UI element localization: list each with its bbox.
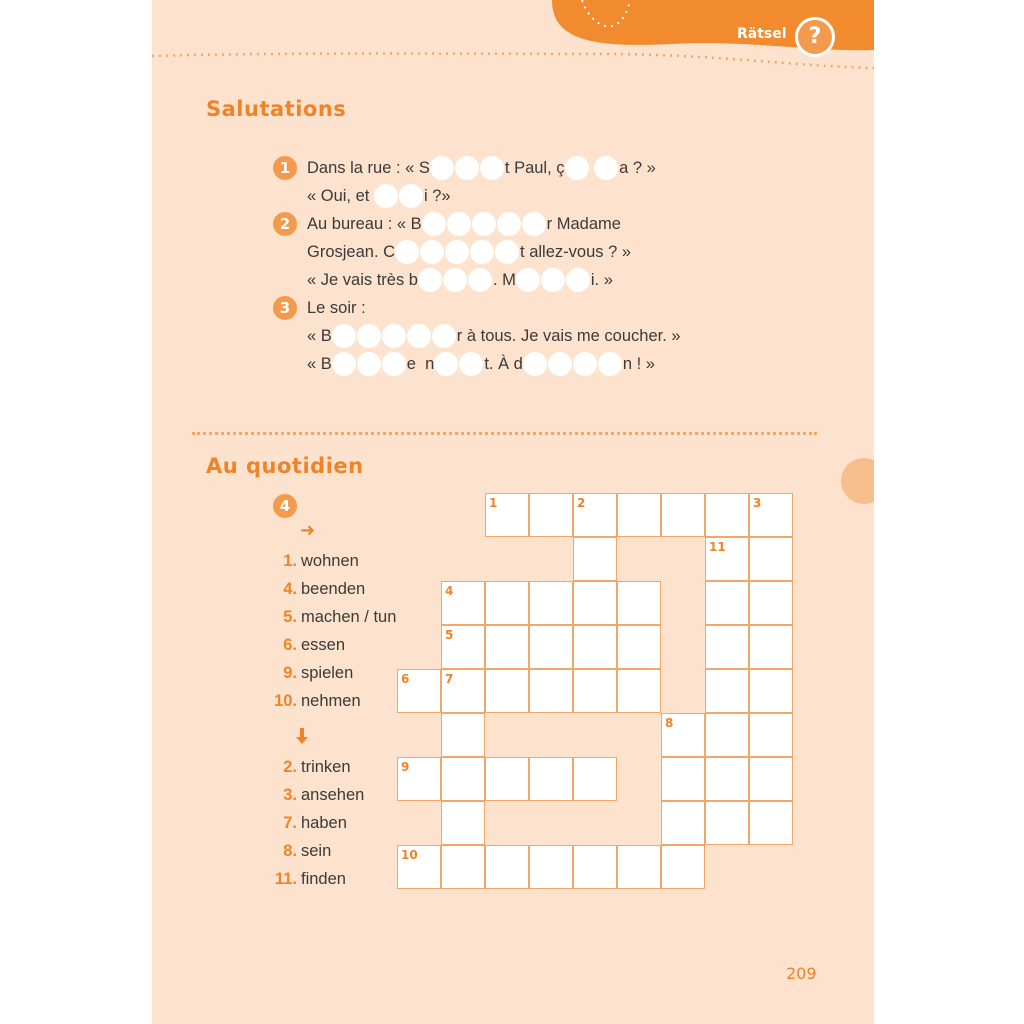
clue-item [270, 866, 346, 892]
crossword-cell[interactable] [749, 537, 793, 581]
clue-item [270, 576, 365, 602]
crossword-cell[interactable] [573, 493, 617, 537]
crossword-cell[interactable] [485, 581, 529, 625]
crossword-cell[interactable] [705, 625, 749, 669]
crossword-cell[interactable] [705, 713, 749, 757]
clue-word: haben [301, 813, 347, 832]
line-text: i. » [590, 270, 613, 289]
cell-number: 10 [401, 848, 418, 862]
clue-word: essen [301, 635, 346, 654]
clue-word: wohnen [301, 551, 359, 570]
letter-blank[interactable] [357, 352, 381, 376]
letter-blank[interactable] [374, 184, 398, 208]
letter-blank[interactable] [399, 184, 423, 208]
letter-blank[interactable] [480, 156, 504, 180]
section-title-au-quotidien: Au quotidien [206, 454, 364, 478]
line-text: e n [406, 354, 435, 373]
clue-number: 9. [283, 663, 297, 682]
letter-blank[interactable] [548, 352, 572, 376]
crossword-cell[interactable] [661, 757, 705, 801]
crossword-cell[interactable] [573, 625, 617, 669]
line-text: Grosjean. C [307, 242, 396, 261]
letter-blank[interactable] [523, 352, 547, 376]
line-text: Au bureau : « B [307, 214, 422, 233]
crossword-cell[interactable] [441, 845, 485, 889]
crossword-cell[interactable] [705, 581, 749, 625]
clue-number: 4. [283, 579, 297, 598]
crossword-cell[interactable] [441, 713, 485, 757]
crossword-cell[interactable] [749, 713, 793, 757]
crossword-cell[interactable] [529, 845, 573, 889]
cell-number: 9 [401, 760, 410, 774]
clue-word: trinken [301, 757, 351, 776]
crossword-cell[interactable] [573, 669, 617, 713]
exercise-line [307, 295, 366, 321]
line-text: « B [307, 354, 332, 373]
exercise-line [307, 183, 451, 209]
crossword-cell[interactable] [617, 493, 661, 537]
letter-blank[interactable] [565, 156, 589, 180]
clue-item [270, 548, 359, 574]
cell-number: 2 [577, 496, 586, 510]
letter-blank[interactable] [522, 212, 546, 236]
down-arrow-icon [294, 726, 310, 751]
crossword-cell[interactable] [397, 845, 441, 889]
cell-number: 5 [445, 628, 454, 642]
letter-blank[interactable] [332, 352, 356, 376]
clue-item [270, 604, 396, 630]
clue-number: 2. [283, 757, 297, 776]
crossword-cell[interactable] [661, 713, 705, 757]
letter-blank[interactable] [472, 212, 496, 236]
exercise-line [307, 239, 631, 265]
crossword-cell[interactable] [441, 669, 485, 713]
letter-blank[interactable] [459, 352, 483, 376]
crossword-cell[interactable] [749, 757, 793, 801]
line-text: . M [492, 270, 516, 289]
letter-blank[interactable] [516, 268, 540, 292]
crossword-cell[interactable] [749, 801, 793, 845]
clue-item [270, 632, 345, 658]
crossword-cell[interactable] [485, 493, 529, 537]
clue-item [270, 782, 364, 808]
crossword-cell[interactable] [573, 845, 617, 889]
line-text: t Paul, ç [504, 158, 565, 177]
crossword-cell[interactable] [441, 625, 485, 669]
crossword-cell[interactable] [441, 581, 485, 625]
crossword-cell[interactable] [617, 625, 661, 669]
clue-item [270, 810, 347, 836]
letter-blank[interactable] [432, 324, 456, 348]
clue-word: ansehen [301, 785, 365, 804]
crossword-cell[interactable] [485, 757, 529, 801]
crossword-cell[interactable] [441, 757, 485, 801]
exercise-number-1: 1 [273, 156, 297, 180]
crossword-cell[interactable] [705, 801, 749, 845]
cell-number: 1 [489, 496, 498, 510]
crossword-cell[interactable] [749, 581, 793, 625]
line-text: n ! » [622, 354, 655, 373]
crossword-cell[interactable] [617, 669, 661, 713]
dotted-divider [192, 432, 817, 435]
crossword-cell[interactable] [529, 625, 573, 669]
clue-word: finden [301, 869, 346, 888]
clue-word: spielen [301, 663, 354, 682]
letter-blank[interactable] [566, 268, 590, 292]
crossword-cell[interactable] [397, 757, 441, 801]
clue-word: beenden [301, 579, 366, 598]
letter-blank[interactable] [422, 212, 446, 236]
crossword-cell[interactable] [705, 669, 749, 713]
exercise-line [307, 155, 656, 181]
page-number: 209 [786, 964, 817, 983]
letter-blank[interactable] [447, 212, 471, 236]
letter-blank[interactable] [445, 240, 469, 264]
letter-blank[interactable] [420, 240, 444, 264]
line-text: r à tous. Je vais me coucher. » [456, 326, 681, 345]
crossword-cell[interactable] [573, 581, 617, 625]
clue-number: 11. [274, 869, 297, 888]
letter-blank[interactable] [443, 268, 467, 292]
crossword-cell[interactable] [705, 757, 749, 801]
clue-number: 7. [283, 813, 297, 832]
exercise-number-3: 3 [273, 296, 297, 320]
crossword-cell[interactable] [573, 537, 617, 581]
clue-item [270, 754, 351, 780]
cell-number: 4 [445, 584, 454, 598]
line-text: « B [307, 326, 332, 345]
letter-blank[interactable] [470, 240, 494, 264]
letter-blank[interactable] [382, 324, 406, 348]
letter-blank[interactable] [573, 352, 597, 376]
crossword-cell[interactable] [529, 493, 573, 537]
line-text: Le soir : [307, 298, 366, 317]
crossword-cell[interactable] [529, 581, 573, 625]
letter-blank[interactable] [430, 156, 454, 180]
clue-word: machen / tun [301, 607, 397, 626]
clue-number: 1. [283, 551, 297, 570]
clue-number: 3. [283, 785, 297, 804]
letter-blank[interactable] [455, 156, 479, 180]
crossword-cell[interactable] [529, 669, 573, 713]
clue-item [270, 660, 353, 686]
exercise-line [307, 211, 621, 237]
crossword-cell[interactable] [485, 625, 529, 669]
clue-number: 10. [274, 691, 297, 710]
clue-item [270, 688, 361, 714]
dotted-wave-line [152, 44, 874, 74]
letter-blank[interactable] [418, 268, 442, 292]
letter-blank[interactable] [357, 324, 381, 348]
line-text: Dans la rue : « S [307, 158, 430, 177]
crossword-cell[interactable] [617, 845, 661, 889]
crossword-cell[interactable] [749, 493, 793, 537]
clue-number: 6. [283, 635, 297, 654]
clue-item [270, 838, 331, 864]
exercise-line [307, 267, 613, 293]
clue-number: 5. [283, 607, 297, 626]
across-arrow-icon: ➜ [300, 520, 316, 541]
exercise-number-4: 4 [273, 494, 297, 518]
letter-blank[interactable] [468, 268, 492, 292]
crossword-cell[interactable] [705, 493, 749, 537]
crossword-cell[interactable] [485, 845, 529, 889]
crossword-cell[interactable] [661, 801, 705, 845]
exercise-line [307, 323, 681, 349]
letter-blank[interactable] [382, 352, 406, 376]
line-text: i ?» [423, 186, 451, 205]
cell-number: 8 [665, 716, 674, 730]
clue-word: nehmen [301, 691, 361, 710]
line-text: a ? » [619, 158, 656, 177]
exercise-line [307, 351, 655, 377]
crossword-cell[interactable] [705, 537, 749, 581]
cell-number: 7 [445, 672, 454, 686]
letter-blank[interactable] [594, 156, 618, 180]
letter-blank[interactable] [497, 212, 521, 236]
cell-number: 3 [753, 496, 762, 510]
letter-blank[interactable] [434, 352, 458, 376]
line-text: « Oui, et [307, 186, 374, 205]
crossword-cell[interactable] [749, 669, 793, 713]
crossword-cell[interactable] [749, 625, 793, 669]
clue-word: sein [301, 841, 332, 860]
header-label: Rätsel [737, 26, 787, 42]
crossword-cell[interactable] [617, 581, 661, 625]
crossword-cell[interactable] [529, 757, 573, 801]
letter-blank[interactable] [495, 240, 519, 264]
letter-blank[interactable] [332, 324, 356, 348]
line-text: « Je vais très b [307, 270, 418, 289]
crossword-cell[interactable] [397, 669, 441, 713]
crossword-cell[interactable] [661, 493, 705, 537]
letter-blank[interactable] [541, 268, 565, 292]
exercise-number-2: 2 [273, 212, 297, 236]
section-title-salutations: Salutations [206, 97, 347, 121]
question-mark-icon: ? [795, 17, 835, 57]
line-text: t. À d [484, 354, 523, 373]
letter-blank[interactable] [395, 240, 419, 264]
line-text: t allez-vous ? » [520, 242, 632, 261]
cell-number: 11 [709, 540, 726, 554]
crossword-cell[interactable] [485, 669, 529, 713]
crossword-cell[interactable] [573, 757, 617, 801]
clue-number: 8. [283, 841, 297, 860]
letter-blank[interactable] [598, 352, 622, 376]
line-text: r Madame [546, 214, 621, 233]
letter-blank[interactable] [407, 324, 431, 348]
crossword-cell[interactable] [661, 845, 705, 889]
cell-number: 6 [401, 672, 410, 686]
crossword-cell[interactable] [441, 801, 485, 845]
